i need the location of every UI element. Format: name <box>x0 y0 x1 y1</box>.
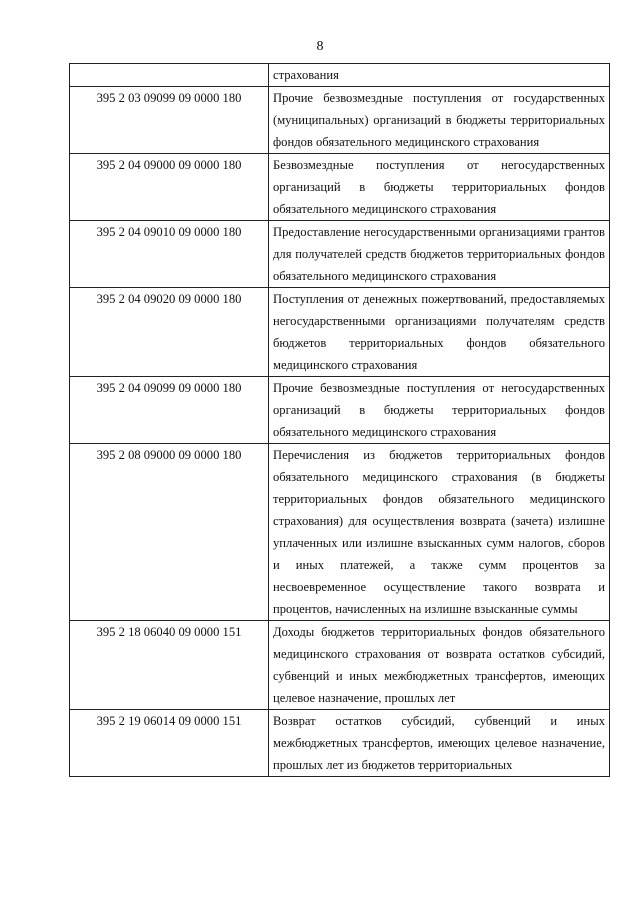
budget-classification-table <box>69 63 610 777</box>
classification-code <box>70 64 269 87</box>
table-row <box>70 87 610 154</box>
classification-code: 395 2 18 06040 09 0000 151 <box>70 621 269 710</box>
table-row <box>70 444 610 621</box>
table-row <box>70 710 610 777</box>
table-row <box>70 288 610 377</box>
table-row <box>70 621 610 710</box>
code-description: Прочие безвозмездные поступления от негосударственных организаций в бюджеты территориальных фондов обязательного медицинского страхования <box>269 377 610 444</box>
code-description: Перечисления из бюджетов территориальных фондов обязательного медицинского страхования (в бюджеты территориальных фондов обязательного медицинского страхования) для осуществления возврата (зачета) излишне уплаченных или излишне взысканных сумм налогов, сборов и иных платежей, а также сумм процентов за несвоевременное осуществление такого возврата и процентов, начисленных на излишне взысканные суммы <box>269 444 610 621</box>
code-description: страхования <box>269 64 610 87</box>
table-row <box>70 154 610 221</box>
classification-code: 395 2 19 06014 09 0000 151 <box>70 710 269 777</box>
classification-code: 395 2 03 09099 09 0000 180 <box>70 87 269 154</box>
code-description: Поступления от денежных пожертвований, предоставляемых негосударственными организациями получателям средств бюджетов территориальных фондов обязательного медицинского страхования <box>269 288 610 377</box>
table-row <box>70 221 610 288</box>
classification-code: 395 2 04 09020 09 0000 180 <box>70 288 269 377</box>
code-description: Доходы бюджетов территориальных фондов обязательного медицинского страхования от возврата остатков субсидий, субвенций и иных межбюджетных трансфертов, имеющих целевое назначение, прошлых лет <box>269 621 610 710</box>
code-description: Возврат остатков субсидий, субвенций и иных межбюджетных трансфертов, имеющих целевое назначение, прошлых лет из бюджетов территориальных <box>269 710 610 777</box>
classification-code: 395 2 08 09000 09 0000 180 <box>70 444 269 621</box>
classification-code: 395 2 04 09000 09 0000 180 <box>70 154 269 221</box>
classification-code: 395 2 04 09099 09 0000 180 <box>70 377 269 444</box>
table-row <box>70 64 610 87</box>
code-description: Прочие безвозмездные поступления от государственных (муниципальных) организаций в бюджеты территориальных фондов обязательного медицинского страхования <box>269 87 610 154</box>
page-number: 8 <box>316 39 324 54</box>
code-description: Предоставление негосударственными организациями грантов для получателей средств бюджетов территориальных фондов обязательного медицинского страхования <box>269 221 610 288</box>
classification-code: 395 2 04 09010 09 0000 180 <box>70 221 269 288</box>
table-row <box>70 377 610 444</box>
code-description: Безвозмездные поступления от негосударственных организаций в бюджеты территориальных фондов обязательного медицинского страхования <box>269 154 610 221</box>
